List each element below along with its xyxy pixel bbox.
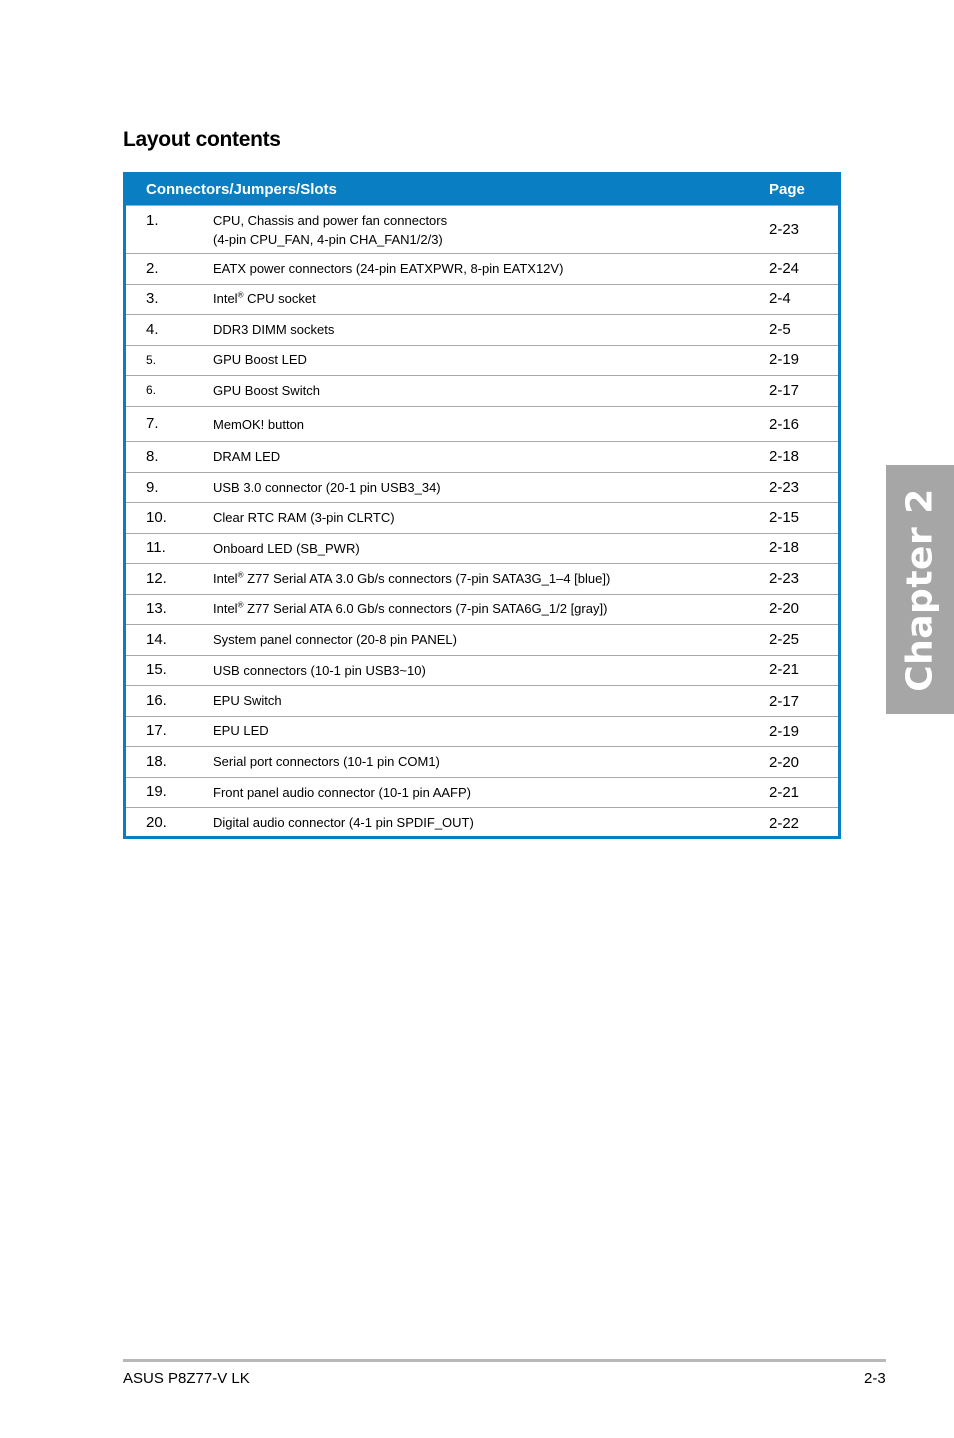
row-description: Serial port connectors (10-1 pin COM1) <box>213 754 440 769</box>
table-row <box>126 441 838 472</box>
table-row <box>126 502 838 533</box>
row-page: 2-22 <box>769 815 800 832</box>
row-number: 19. <box>146 783 167 800</box>
row-number: 13. <box>146 600 167 617</box>
row-page: 2-18 <box>769 448 800 465</box>
row-page: 2-23 <box>769 479 800 496</box>
table-row <box>126 314 838 345</box>
footer-page-number: 2-3 <box>864 1370 886 1387</box>
chapter-tab-label: Chapter 2 <box>899 487 941 692</box>
row-description: Digital audio connector (4-1 pin SPDIF_OUT) <box>213 815 474 830</box>
row-number: 9. <box>146 479 159 496</box>
row-page: 2-19 <box>769 351 800 368</box>
table-row <box>126 716 838 746</box>
table-row <box>126 472 838 502</box>
row-page: 2-16 <box>769 416 800 433</box>
row-description: USB connectors (10-1 pin USB3~10) <box>213 663 426 678</box>
row-page: 2-18 <box>769 539 800 556</box>
table-row <box>126 624 838 655</box>
row-description: Intel® CPU socket <box>213 290 316 306</box>
row-number: 11. <box>146 539 166 556</box>
row-number: 3. <box>146 290 159 307</box>
footer-product-name: ASUS P8Z77-V LK <box>123 1370 250 1387</box>
row-page: 2-25 <box>769 631 800 648</box>
row-description: DRAM LED <box>213 449 281 464</box>
row-number: 20. <box>146 814 167 831</box>
row-number: 14. <box>146 631 167 648</box>
row-page: 2-23 <box>769 570 800 587</box>
row-number: 2. <box>146 260 159 277</box>
row-page: 2-15 <box>769 509 800 526</box>
row-number: 6. <box>146 383 157 397</box>
row-page: 2-19 <box>769 723 800 740</box>
row-number: 8. <box>146 448 159 465</box>
row-page: 2-20 <box>769 600 800 617</box>
row-page: 2-4 <box>769 290 791 307</box>
table-row <box>126 533 838 563</box>
table-row <box>126 205 838 253</box>
row-description: EATX power connectors (24-pin EATXPWR, 8-pin EATX12V) <box>213 261 564 276</box>
row-page: 2-23 <box>769 221 800 238</box>
row-page: 2-5 <box>769 321 791 338</box>
row-description: EPU LED <box>213 723 269 738</box>
row-number: 4. <box>146 321 159 338</box>
row-description: GPU Boost LED <box>213 352 307 367</box>
row-description: CPU, Chassis and power fan connectors (4-pin CPU_FAN, 4-pin CHA_FAN1/2/3) <box>213 213 448 247</box>
table-row <box>126 746 838 777</box>
chapter-tab <box>886 465 954 714</box>
row-description: MemOK! button <box>213 417 305 432</box>
row-number: 10. <box>146 509 167 526</box>
table-row <box>126 253 838 284</box>
row-number: 18. <box>146 753 167 770</box>
row-description: USB 3.0 connector (20-1 pin USB3_34) <box>213 480 441 495</box>
row-description: GPU Boost Switch <box>213 383 320 398</box>
table-row <box>126 594 838 624</box>
header-connectors: Connectors/Jumpers/Slots <box>146 181 337 198</box>
row-description: Intel® Z77 Serial ATA 3.0 Gb/s connectors (7-pin SATA3G_1–4 [blue]) <box>213 570 611 586</box>
row-page: 2-21 <box>769 661 800 678</box>
table-row <box>126 777 838 807</box>
row-number: 5. <box>146 353 157 367</box>
page-title: Layout contents <box>123 128 281 151</box>
table-row <box>126 375 838 406</box>
row-description: EPU Switch <box>213 693 282 708</box>
row-number: 7. <box>146 415 159 432</box>
row-page: 2-24 <box>769 260 800 277</box>
header-page: Page <box>769 181 805 198</box>
row-page: 2-17 <box>769 382 800 399</box>
row-number: 15. <box>146 661 167 678</box>
table-row <box>126 345 838 375</box>
row-page: 2-21 <box>769 784 800 801</box>
row-number: 1. <box>146 212 159 229</box>
row-page: 2-20 <box>769 754 800 771</box>
row-number: 16. <box>146 692 167 709</box>
table-row <box>126 655 838 685</box>
table-row <box>126 284 838 314</box>
table-row <box>126 685 838 716</box>
table-row <box>126 563 838 594</box>
row-description: Clear RTC RAM (3-pin CLRTC) <box>213 510 395 525</box>
table-row <box>126 406 838 441</box>
row-description: Intel® Z77 Serial ATA 6.0 Gb/s connectors (7-pin SATA6G_1/2 [gray]) <box>213 600 608 616</box>
footer-divider <box>123 1359 886 1362</box>
row-description: System panel connector (20-8 pin PANEL) <box>213 632 457 647</box>
layout-contents-table <box>123 172 841 839</box>
row-number: 12. <box>146 570 167 587</box>
table-header <box>126 172 838 205</box>
table-row <box>126 807 838 837</box>
row-description: Onboard LED (SB_PWR) <box>213 541 360 556</box>
row-page: 2-17 <box>769 693 800 710</box>
row-description: Front panel audio connector (10-1 pin AAFP) <box>213 785 471 800</box>
row-description: DDR3 DIMM sockets <box>213 322 335 337</box>
row-number: 17. <box>146 722 167 739</box>
